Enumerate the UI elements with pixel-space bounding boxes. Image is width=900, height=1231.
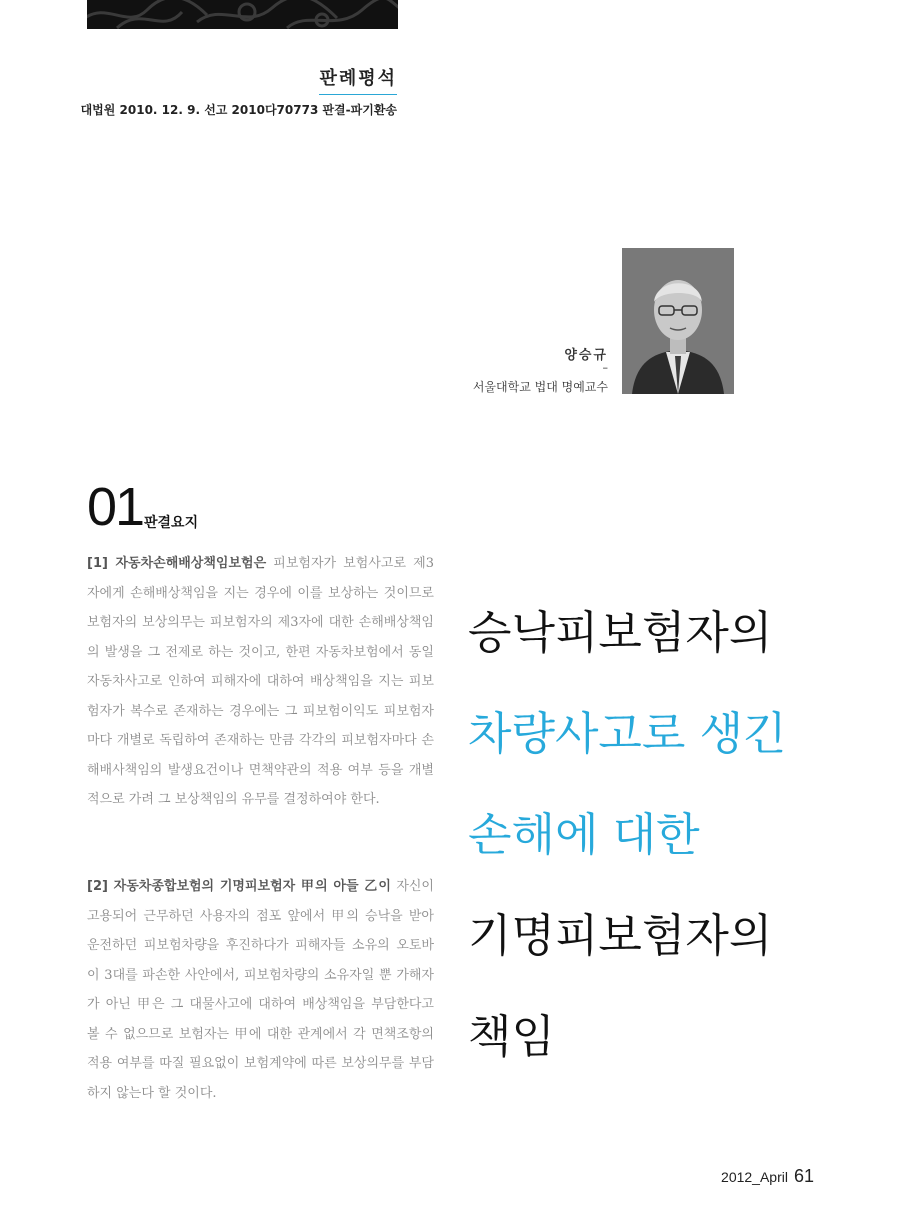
headline-line: 책임 — [468, 1010, 555, 1063]
judgment-paragraph-2 — [87, 872, 434, 1108]
paragraph-body: 피보험자가 보험사고로 제3자에게 손해배상책임을 지는 경우에 이를 보상하는 것이므로 보험자의 보상의무는 피보험자의 제3자에 대한 손해배상책임의 발생을 그 전제로 하는 것이고, 한편 자동차보험에서 동일 자동차사고로 인하여 피해자에 대하여 배상책임을 지는 피보험자가 복수로 존재하는 경우에는 그 피보험이익도 피보험자마다 개별로 독립하여 존재하는 만큼 각각의 피보험자마다 손해배사책임의 발생요건이나 면책약관의 적용 여부 등을 개별적으로 가려 그 보상책임의 유무를 결정하여야 한다. — [87, 556, 435, 807]
paragraph-lead: [1] 자동차손해배상책임보험은 — [87, 556, 267, 571]
page-number: 61 — [793, 1166, 814, 1186]
headline-line: 손해에 대한 — [468, 808, 700, 861]
author-photo — [622, 248, 734, 394]
author-portrait-image — [622, 248, 734, 394]
section-number: 01 — [87, 477, 144, 537]
paragraph-body: 자신이 고용되어 근무하던 사용자의 점포 앞에서 甲의 승낙을 받아 운전하던 피보험차량을 후진하다가 피해자들 소유의 오토바이 3대를 파손한 사안에서, 피보험차량의 소유자일 뿐 가해자가 아닌 甲은 그 대물사고에 대하여 배상책임을 부담한다고 볼 수 없으므로 보험자는 甲에 대한 관계에서 각 면책조항의 적용 여부를 따질 필요없이 보험계약에 따른 보상의무를 부담하지 않는다 할 것이다. — [87, 879, 434, 1101]
ornament-pattern-icon — [87, 0, 398, 29]
headline-line: 기명피보험자의 — [468, 909, 773, 962]
section-title: 판결요지 — [144, 515, 199, 531]
author-affiliation: 서울대학교 법대 명예교수 — [472, 380, 608, 394]
paragraph-lead: [2] 자동차종합보험의 기명피보험자 甲의 아들 乙이 — [87, 879, 391, 894]
headline-line: 차량사고로 생긴 — [468, 707, 787, 760]
headline-line: 승낙피보험자의 — [468, 606, 773, 659]
judgment-paragraph-1 — [87, 549, 434, 815]
author-divider: – — [602, 361, 608, 374]
article-headline — [468, 582, 888, 1087]
page-footer — [721, 1166, 814, 1187]
section-label: 판례평석 — [319, 64, 397, 95]
issue-label: 2012_April — [721, 1169, 788, 1185]
case-reference: 대법원 2010. 12. 9. 선고 2010다70773 판결-파기환송 — [80, 103, 397, 117]
header-decorative-band — [87, 0, 398, 29]
author-name: 양승규 — [564, 348, 608, 363]
